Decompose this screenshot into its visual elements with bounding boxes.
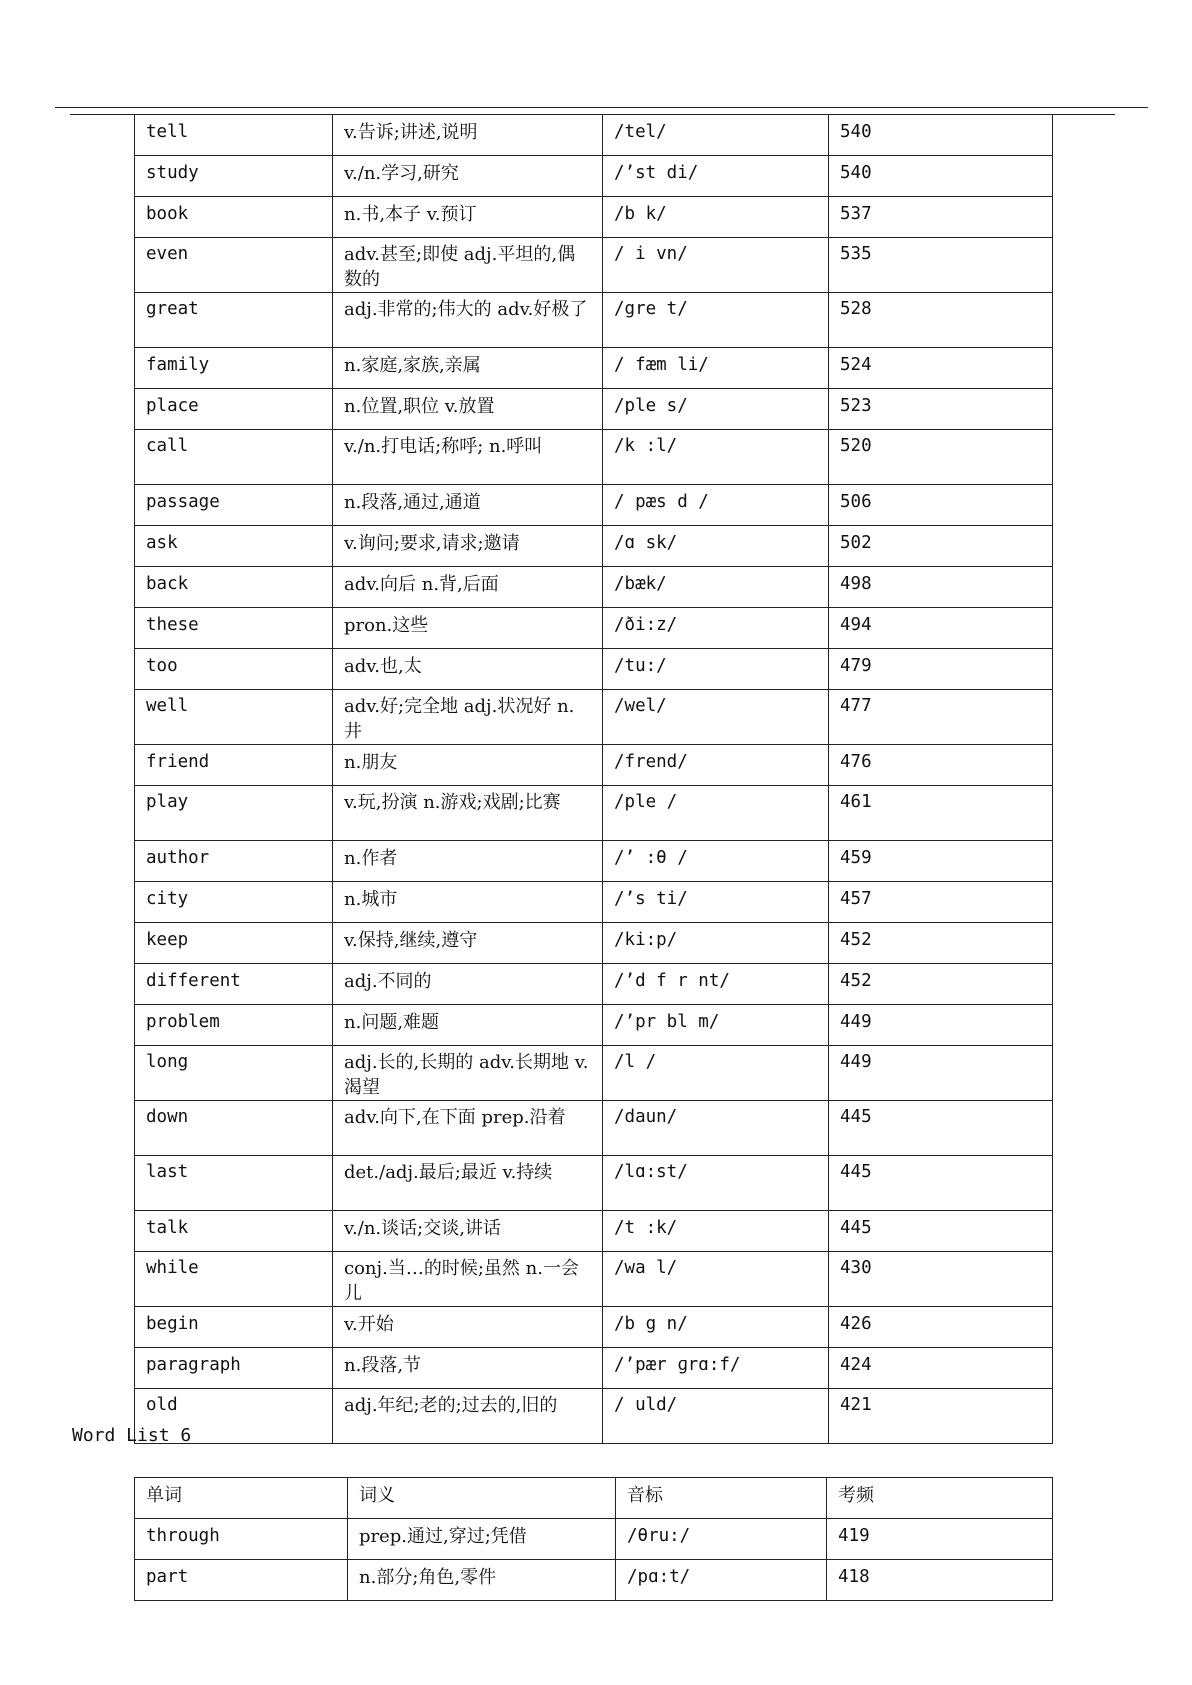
table-row <box>135 1560 1053 1601</box>
meaning-cell: pron.这些 <box>333 608 603 649</box>
table-row <box>135 197 1053 238</box>
meaning-cell: v.保持,继续,遵守 <box>333 923 603 964</box>
table-row <box>135 1101 1053 1156</box>
word-cell: these <box>135 608 333 649</box>
table-row <box>135 1211 1053 1252</box>
table-row <box>135 1046 1053 1101</box>
phonetic-cell: /’d f r nt/ <box>603 964 829 1005</box>
phonetic-cell: /lɑ:st/ <box>603 1156 829 1211</box>
frequency-cell: 524 <box>829 348 1053 389</box>
phonetic-cell: /’s ti/ <box>603 882 829 923</box>
table-row <box>135 115 1053 156</box>
word-cell: passage <box>135 485 333 526</box>
frequency-cell: 449 <box>829 1046 1053 1101</box>
meaning-cell: v./n.学习,研究 <box>333 156 603 197</box>
word-cell: book <box>135 197 333 238</box>
frequency-cell: 540 <box>829 156 1053 197</box>
frequency-cell: 424 <box>829 1348 1053 1389</box>
word-cell: family <box>135 348 333 389</box>
frequency-cell: 498 <box>829 567 1053 608</box>
table-row <box>135 745 1053 786</box>
table-row <box>135 348 1053 389</box>
meaning-cell: v.告诉;讲述,说明 <box>333 115 603 156</box>
phonetic-cell: /wel/ <box>603 690 829 745</box>
phonetic-cell: / i vn/ <box>603 238 829 293</box>
word-cell: call <box>135 430 333 485</box>
word-cell: place <box>135 389 333 430</box>
frequency-cell: 449 <box>829 1005 1053 1046</box>
word-cell: paragraph <box>135 1348 333 1389</box>
phonetic-cell: /’st di/ <box>603 156 829 197</box>
frequency-cell: 540 <box>829 115 1053 156</box>
header-word: 单词 <box>135 1478 348 1519</box>
meaning-cell: n.朋友 <box>333 745 603 786</box>
meaning-cell: n.作者 <box>333 841 603 882</box>
word-cell: old <box>135 1389 333 1444</box>
phonetic-cell: /pɑ:t/ <box>616 1560 827 1601</box>
frequency-cell: 461 <box>829 786 1053 841</box>
table-row <box>135 526 1053 567</box>
frequency-cell: 459 <box>829 841 1053 882</box>
word-cell: down <box>135 1101 333 1156</box>
phonetic-cell: /tu:/ <box>603 649 829 690</box>
meaning-cell: n.段落,通过,通道 <box>333 485 603 526</box>
phonetic-cell: /ði:z/ <box>603 608 829 649</box>
meaning-cell: adj.长的,长期的 adv.长期地 v.渴望 <box>333 1046 603 1101</box>
word-cell: while <box>135 1252 333 1307</box>
word-table-continued <box>134 114 1053 1444</box>
meaning-cell: det./adj.最后;最近 v.持续 <box>333 1156 603 1211</box>
table-row <box>135 1252 1053 1307</box>
table-row <box>135 389 1053 430</box>
frequency-cell: 520 <box>829 430 1053 485</box>
table-row <box>135 1156 1053 1211</box>
phonetic-cell: /θru:/ <box>616 1519 827 1560</box>
word-cell: last <box>135 1156 333 1211</box>
frequency-cell: 502 <box>829 526 1053 567</box>
table-row <box>135 1307 1053 1348</box>
phonetic-cell: /ple s/ <box>603 389 829 430</box>
phonetic-cell: / uld/ <box>603 1389 829 1444</box>
frequency-cell: 535 <box>829 238 1053 293</box>
word-cell: back <box>135 567 333 608</box>
phonetic-cell: /’pr bl m/ <box>603 1005 829 1046</box>
phonetic-cell: /ki:p/ <box>603 923 829 964</box>
frequency-cell: 445 <box>829 1211 1053 1252</box>
table-row <box>135 923 1053 964</box>
phonetic-cell: /’pær ɡrɑ:f/ <box>603 1348 829 1389</box>
meaning-cell: n.家庭,家族,亲属 <box>333 348 603 389</box>
frequency-cell: 476 <box>829 745 1053 786</box>
frequency-cell: 445 <box>829 1156 1053 1211</box>
phonetic-cell: /bæk/ <box>603 567 829 608</box>
phonetic-cell: /l / <box>603 1046 829 1101</box>
word-cell: long <box>135 1046 333 1101</box>
phonetic-cell: /daun/ <box>603 1101 829 1156</box>
meaning-cell: n.城市 <box>333 882 603 923</box>
table-row <box>135 156 1053 197</box>
table-row <box>135 608 1053 649</box>
meaning-cell: adv.好;完全地 adj.状况好 n.井 <box>333 690 603 745</box>
phonetic-cell: /gre t/ <box>603 293 829 348</box>
header-meaning: 词义 <box>348 1478 616 1519</box>
word-cell: begin <box>135 1307 333 1348</box>
phonetic-cell: / fæm li/ <box>603 348 829 389</box>
word-cell: tell <box>135 115 333 156</box>
frequency-cell: 452 <box>829 964 1053 1005</box>
word-cell: play <box>135 786 333 841</box>
frequency-cell: 528 <box>829 293 1053 348</box>
frequency-cell: 523 <box>829 389 1053 430</box>
meaning-cell: n.问题,难题 <box>333 1005 603 1046</box>
frequency-cell: 426 <box>829 1307 1053 1348</box>
frequency-cell: 421 <box>829 1389 1053 1444</box>
word-list-6-table <box>134 1477 1053 1601</box>
word-cell: author <box>135 841 333 882</box>
frequency-cell: 477 <box>829 690 1053 745</box>
meaning-cell: n.段落,节 <box>333 1348 603 1389</box>
phonetic-cell: /frend/ <box>603 745 829 786</box>
header-phonetic: 音标 <box>616 1478 827 1519</box>
table-row <box>135 1519 1053 1560</box>
table-row <box>135 293 1053 348</box>
table-row <box>135 786 1053 841</box>
word-cell: great <box>135 293 333 348</box>
word-cell: problem <box>135 1005 333 1046</box>
phonetic-cell: /k :l/ <box>603 430 829 485</box>
phonetic-cell: / pæs d / <box>603 485 829 526</box>
table-row <box>135 841 1053 882</box>
phonetic-cell: /t :k/ <box>603 1211 829 1252</box>
frequency-cell: 506 <box>829 485 1053 526</box>
word-cell: city <box>135 882 333 923</box>
table-row <box>135 882 1053 923</box>
table-row <box>135 567 1053 608</box>
table-row <box>135 649 1053 690</box>
meaning-cell: adv.甚至;即使 adj.平坦的,偶数的 <box>333 238 603 293</box>
phonetic-cell: /tel/ <box>603 115 829 156</box>
phonetic-cell: /wa l/ <box>603 1252 829 1307</box>
table-row <box>135 238 1053 293</box>
meaning-cell: v.开始 <box>333 1307 603 1348</box>
meaning-cell: v.询问;要求,请求;邀请 <box>333 526 603 567</box>
meaning-cell: adv.向下,在下面 prep.沿着 <box>333 1101 603 1156</box>
phonetic-cell: /ɑ sk/ <box>603 526 829 567</box>
word-cell: ask <box>135 526 333 567</box>
word-cell: talk <box>135 1211 333 1252</box>
frequency-cell: 537 <box>829 197 1053 238</box>
phonetic-cell: /b k/ <box>603 197 829 238</box>
meaning-cell: n.位置,职位 v.放置 <box>333 389 603 430</box>
phonetic-cell: /ple / <box>603 786 829 841</box>
table-row <box>135 430 1053 485</box>
meaning-cell: adv.也,太 <box>333 649 603 690</box>
phonetic-cell: /b g n/ <box>603 1307 829 1348</box>
word-cell: through <box>135 1519 348 1560</box>
table-row <box>135 1005 1053 1046</box>
table-header-row <box>135 1478 1053 1519</box>
meaning-cell: conj.当…的时候;虽然 n.一会儿 <box>333 1252 603 1307</box>
table-row <box>135 690 1053 745</box>
word-cell: friend <box>135 745 333 786</box>
word-cell: different <box>135 964 333 1005</box>
header-frequency: 考频 <box>827 1478 1053 1519</box>
meaning-cell: v./n.打电话;称呼; n.呼叫 <box>333 430 603 485</box>
word-cell: too <box>135 649 333 690</box>
meaning-cell: adv.向后 n.背,后面 <box>333 567 603 608</box>
frequency-cell: 445 <box>829 1101 1053 1156</box>
table-row <box>135 964 1053 1005</box>
word-cell: even <box>135 238 333 293</box>
word-cell: well <box>135 690 333 745</box>
table-row <box>135 1389 1053 1444</box>
meaning-cell: v./n.谈话;交谈,讲话 <box>333 1211 603 1252</box>
meaning-cell: adj.非常的;伟大的 adv.好极了 <box>333 293 603 348</box>
meaning-cell: prep.通过,穿过;凭借 <box>348 1519 616 1560</box>
table-row <box>135 485 1053 526</box>
frequency-cell: 452 <box>829 923 1053 964</box>
meaning-cell: n.部分;角色,零件 <box>348 1560 616 1601</box>
word-cell: keep <box>135 923 333 964</box>
frequency-cell: 418 <box>827 1560 1053 1601</box>
phonetic-cell: /’ :θ / <box>603 841 829 882</box>
frequency-cell: 419 <box>827 1519 1053 1560</box>
word-cell: study <box>135 156 333 197</box>
meaning-cell: v.玩,扮演 n.游戏;戏剧;比赛 <box>333 786 603 841</box>
frequency-cell: 479 <box>829 649 1053 690</box>
word-cell: part <box>135 1560 348 1601</box>
meaning-cell: n.书,本子 v.预订 <box>333 197 603 238</box>
section-heading: Word List 6 <box>72 1425 192 1446</box>
frequency-cell: 430 <box>829 1252 1053 1307</box>
meaning-cell: adj.不同的 <box>333 964 603 1005</box>
meaning-cell: adj.年纪;老的;过去的,旧的 <box>333 1389 603 1444</box>
header-rule-top <box>55 107 1148 108</box>
table-row <box>135 1348 1053 1389</box>
frequency-cell: 494 <box>829 608 1053 649</box>
frequency-cell: 457 <box>829 882 1053 923</box>
